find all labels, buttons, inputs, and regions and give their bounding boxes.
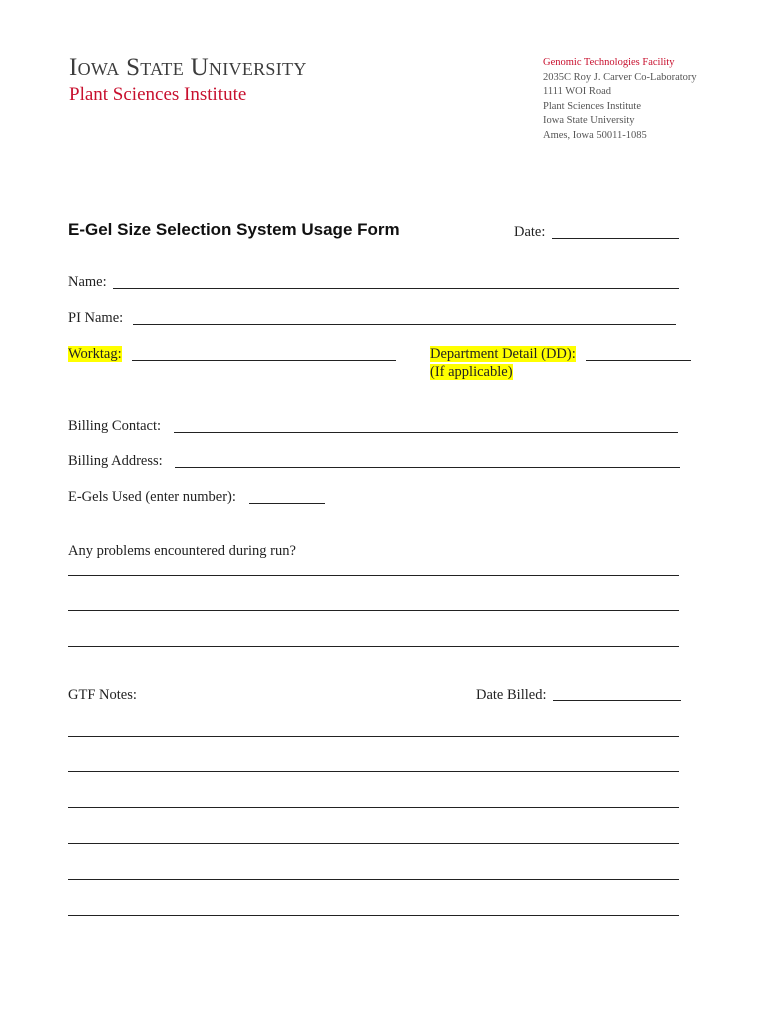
- gtf-notes-line-1[interactable]: [68, 736, 679, 737]
- gtf-notes-line-5[interactable]: [68, 879, 679, 880]
- problems-line-1[interactable]: [68, 575, 679, 576]
- gtf-notes-line-2[interactable]: [68, 771, 679, 772]
- gtf-notes-line-6[interactable]: [68, 915, 679, 916]
- facility-address: [543, 56, 697, 144]
- dept-detail-note-text: (If applicable): [430, 364, 513, 380]
- dept-detail-note: [430, 364, 513, 381]
- worktag-field[interactable]: [132, 360, 396, 361]
- form-title: E-Gel Size Selection System Usage Form: [68, 220, 400, 239]
- address-line: 1111 WOI Road: [543, 86, 612, 98]
- billing-address-field[interactable]: [175, 467, 680, 468]
- facility-name: Genomic Technologies Facility: [543, 57, 675, 68]
- date-billed-field[interactable]: [553, 700, 681, 701]
- address-line: Iowa State University: [543, 115, 635, 127]
- university-logo: Iowa State University: [69, 54, 307, 81]
- name-field[interactable]: [113, 288, 679, 289]
- worktag-label: [68, 346, 122, 363]
- problems-line-2[interactable]: [68, 610, 679, 611]
- billing-contact-field[interactable]: [174, 432, 678, 433]
- address-line: Ames, Iowa 50011-1085: [543, 129, 647, 141]
- date-billed-label: Date Billed:: [476, 687, 547, 703]
- date-label: Date:: [514, 224, 546, 240]
- egels-used-field[interactable]: [249, 503, 325, 504]
- gtf-notes-line-4[interactable]: [68, 843, 679, 844]
- gtf-notes-line-3[interactable]: [68, 807, 679, 808]
- problems-line-3[interactable]: [68, 646, 679, 647]
- billing-contact-label: Billing Contact:: [68, 418, 162, 434]
- egels-used-label: E-Gels Used (enter number):: [68, 489, 236, 505]
- institute-name: Plant Sciences Institute: [69, 84, 247, 105]
- problems-label: Any problems encountered during run?: [68, 543, 296, 559]
- date-field[interactable]: [552, 238, 679, 239]
- billing-address-label: Billing Address:: [68, 453, 163, 469]
- address-line: 2035C Roy J. Carver Co-Laboratory: [543, 71, 697, 83]
- dept-detail-label: [430, 346, 576, 363]
- gtf-notes-label: GTF Notes:: [68, 687, 137, 703]
- pi-name-field[interactable]: [133, 324, 676, 325]
- address-line: Plant Sciences Institute: [543, 100, 641, 112]
- dept-detail-field[interactable]: [586, 360, 691, 361]
- worktag-label-text: Worktag:: [68, 346, 122, 362]
- pi-name-label: PI Name:: [68, 310, 124, 326]
- dept-detail-label-text: Department Detail (DD):: [430, 346, 576, 362]
- name-label: Name:: [68, 274, 107, 290]
